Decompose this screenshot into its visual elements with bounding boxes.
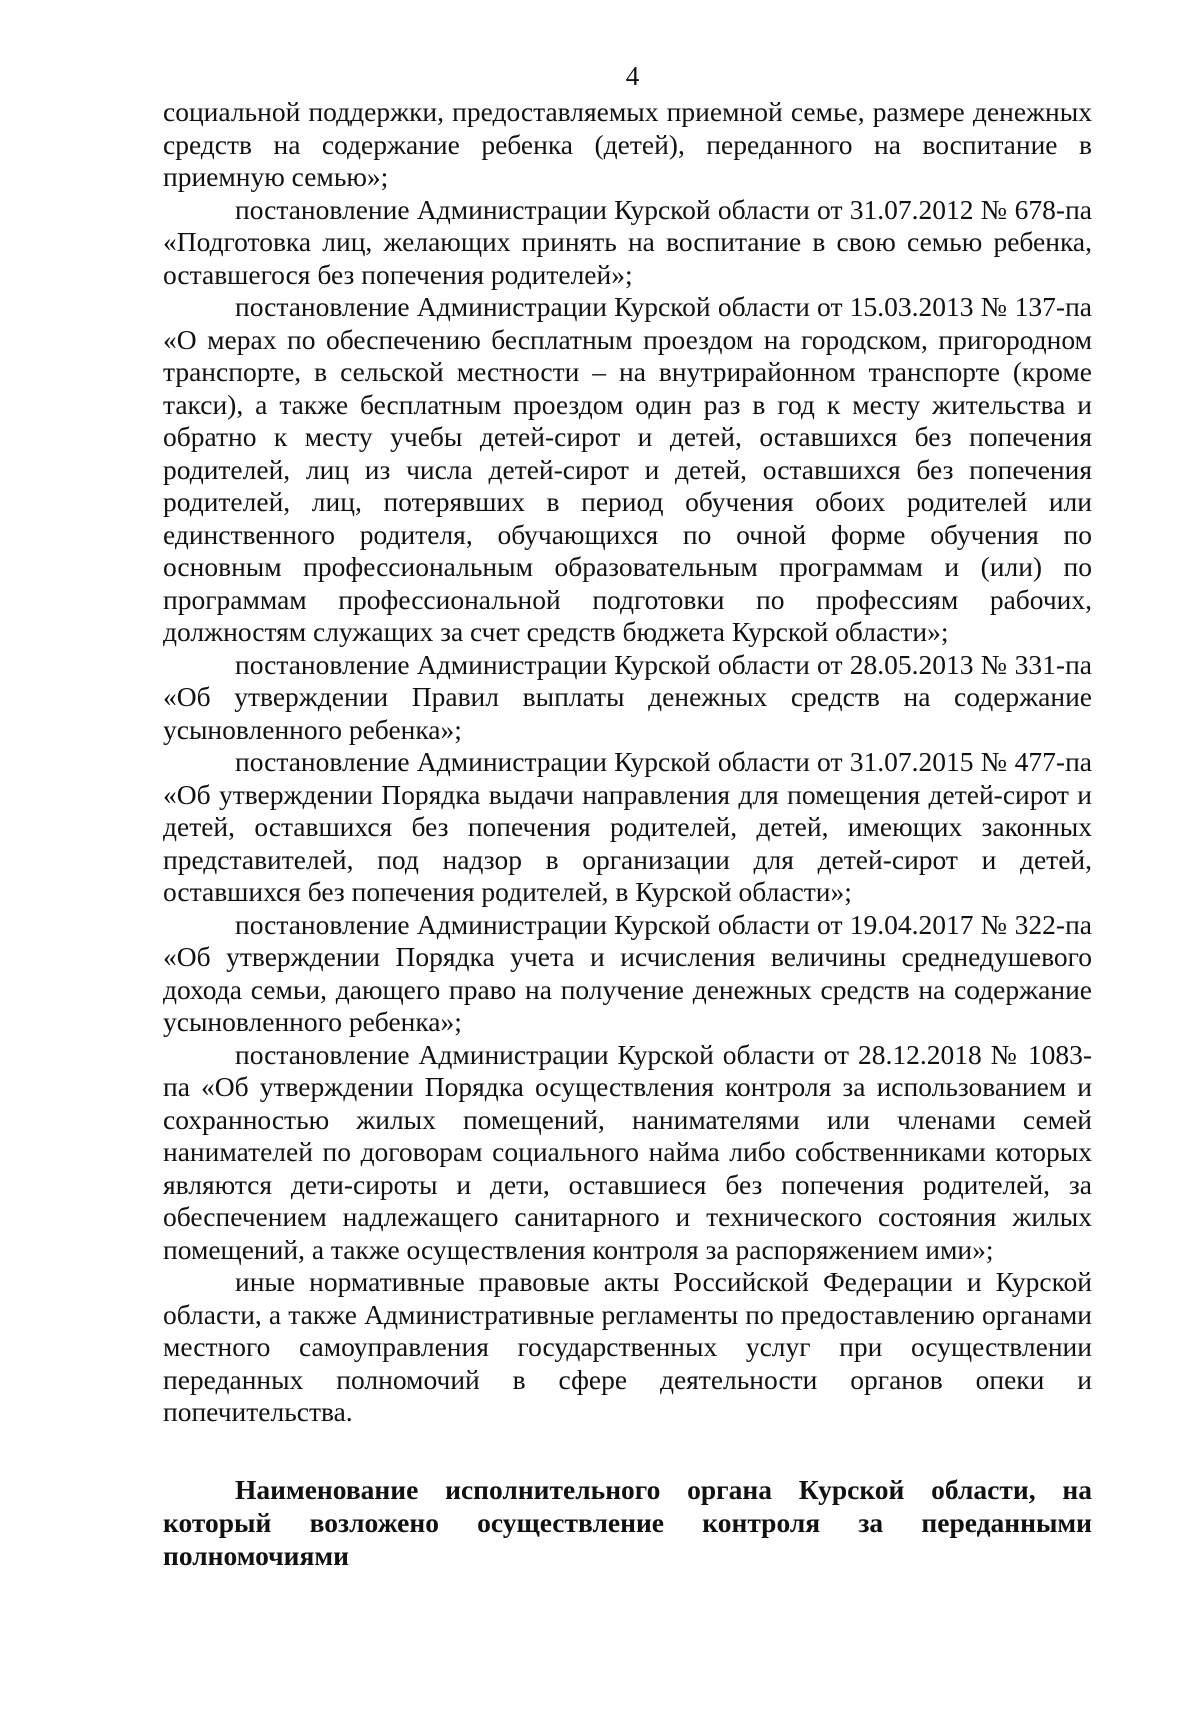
page-number: 4	[625, 61, 640, 91]
section-heading: Наименование исполнительного органа Курской области, на который возложено осуществление контроля за переданными полномочиями	[163, 1473, 1092, 1571]
paragraph-decree-322: постановление Администрации Курской области от 19.04.2017 № 322-па «Об утверждении Порядка учета и исчисления величины среднедушевого дохода семьи, дающего право на получение денежных средств на содержание усыновленного ребенка»;	[163, 908, 1092, 1037]
paragraph-other-acts: иные нормативные правовые акты Российской Федерации и Курской области, а также Административные регламенты по предоставлению органами местного самоуправления государственных услуг при осуществлении переданных полномочий в сфере деятельности органов опеки и попечительства.	[163, 1266, 1092, 1427]
paragraph-decree-1083: постановление Администрации Курской области от 28.12.2018 № 1083-па «Об утверждении Порядка осуществления контроля за использованием и сохранностью жилых помещений, нанимателями или членами семей нанимателей по договорам социального найма либо собственниками которых являются дети-сироты и дети, оставшиеся без попечения родителей, за обеспечением надлежащего санитарного и технического состояния жилых помещений, а также осуществления контроля за распоряжением ими»;	[163, 1038, 1092, 1265]
paragraph-decree-137: постановление Администрации Курской области от 15.03.2013 № 137-па «О мерах по обеспечению бесплатным проездом на городском, пригородном транспорте, в сельской местности – на внутрирайонном транспорте (кроме такси), а также бесплатным проездом один раз в год к месту жительства и обратно к месту учебы детей-сирот и детей, оставшихся без попечения родителей, лиц из числа детей-сирот и детей, оставшихся без попечения родителей, лиц, потерявших в период обучения обоих родителей или единственного родителя, обучающихся по очной форме обучения по основным профессиональным образовательным программам и (или) по программам профессиональной подготовки по профессиям рабочих, должностям служащих за счет средств бюджета Курской области»;	[163, 291, 1092, 647]
document-body	[163, 96, 1092, 1429]
paragraph-decree-678: постановление Администрации Курской области от 31.07.2012 № 678-па «Подготовка лиц, желающих принять на воспитание в свою семью ребенка, оставшегося без попечения родителей»;	[163, 193, 1092, 290]
paragraph-intro-continuation: социальной поддержки, предоставляемых приемной семье, размере денежных средств на содержание ребенка (детей), переданного на воспитание в приемную семью»;	[163, 96, 1092, 192]
paragraph-decree-331: постановление Администрации Курской области от 28.05.2013 № 331-па «Об утверждении Правил выплаты денежных средств на содержание усыновленного ребенка»;	[163, 648, 1092, 745]
paragraph-decree-477: постановление Администрации Курской области от 31.07.2015 № 477-па «Об утверждении Порядка выдачи направления для помещения детей-сирот и детей, оставшихся без попечения родителей, детей, имеющих законных представителей, под надзор в организации для детей-сирот и детей, оставшихся без попечения родителей, в Курской области»;	[163, 746, 1092, 907]
